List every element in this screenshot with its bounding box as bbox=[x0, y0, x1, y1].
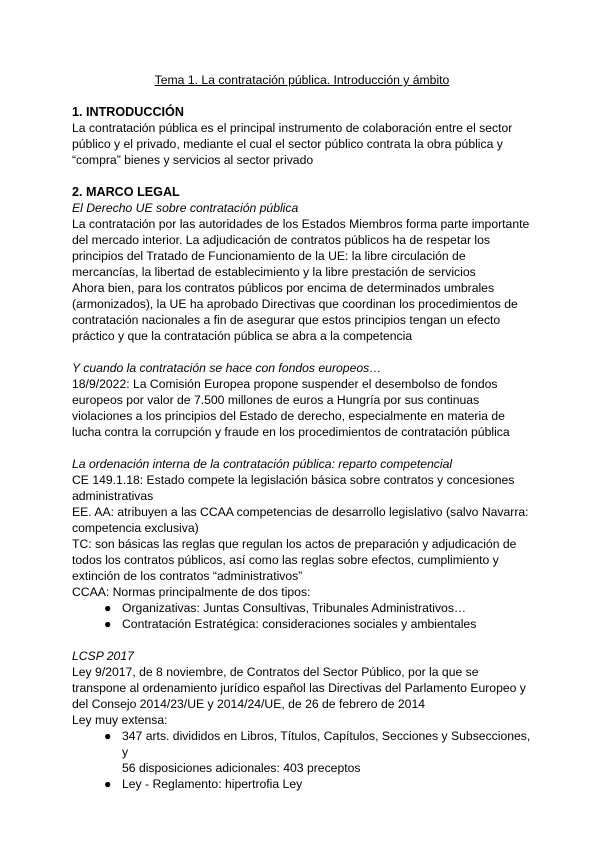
text-line: extinción de los contratos “administrativos” bbox=[72, 569, 303, 583]
bullet-icon: ● bbox=[104, 601, 112, 615]
section-heading-marco-legal: 2. MARCO LEGAL bbox=[72, 185, 180, 199]
text-line: mercancías, la libertad de establecimiento y la libre prestación de servicios bbox=[72, 265, 476, 279]
list-item: ● Contratación Estratégica: consideraciones sociales y ambientales bbox=[104, 617, 477, 631]
paragraph-introduccion bbox=[72, 120, 532, 168]
subheading-reparto-competencial: La ordenación interna de la contratación pública: reparto competencial bbox=[72, 457, 453, 471]
paragraph-fondos-europeos bbox=[72, 376, 532, 440]
bullet-icon: ● bbox=[104, 777, 112, 791]
text-line: CE 149.1.18: Estado compete la legislación básica sobre contratos y concesiones bbox=[72, 473, 515, 487]
bullet-icon: ● bbox=[104, 617, 112, 631]
bullet-list-ccaa bbox=[72, 600, 532, 632]
text-line: público y el privado, mediante el cual el sector público contrata la obra pública y bbox=[72, 137, 503, 151]
text-line: 18/9/2022: La Comisión Europea propone suspender el desembolso de fondos bbox=[72, 377, 498, 391]
text-line: del mercado interior. La adjudicación de contratos públicos ha de respetar los bbox=[72, 233, 491, 247]
text-line: La contratación por las autoridades de los Estados Miembros forma parte importante bbox=[72, 217, 530, 231]
text-line: administrativas bbox=[72, 489, 154, 503]
document-title: Tema 1. La contratación pública. Introducción y ámbito bbox=[154, 73, 450, 87]
text-line: “compra” bienes y servicios al sector privado bbox=[72, 153, 314, 167]
text-line: todos los contratos públicos, así como las reglas sobre efectos, cumplimiento y bbox=[72, 553, 499, 567]
text-line: violaciones a los principios del Estado de derecho, especialmente en materia de bbox=[72, 409, 505, 423]
text-line: del Consejo 2014/23/UE y 2014/24/UE, de 26 de febrero de 2014 bbox=[72, 697, 426, 711]
list-item: ● Ley - Reglamento: hipertrofia Ley bbox=[104, 777, 303, 791]
list-item: ● Organizativas: Juntas Consultivas, Tribunales Administrativos… bbox=[104, 601, 467, 615]
text-line: EE. AA: atribuyen a las CCAA competencias de desarrollo legislativo (salvo Navarra: bbox=[72, 505, 529, 519]
text-line: La contratación pública es el principal instrumento de colaboración entre el sector bbox=[72, 121, 513, 135]
list-item: ● 347 arts. divididos en Libros, Títulos, Capítulos, Secciones y Subsecciones, y 56 disposiciones adicionales: 403 preceptos bbox=[104, 729, 531, 775]
text-line: (armonizados), la UE ha aprobado Directivas que coordinan los procedimientos de bbox=[72, 297, 518, 311]
text-line: Ahora bien, para los contratos públicos por encima de determinados umbrales bbox=[72, 281, 495, 295]
text-line: práctico y que la contratación pública se abra a la competencia bbox=[72, 329, 413, 343]
subheading-lcsp-2017: LCSP 2017 bbox=[72, 649, 134, 663]
text-line: principios del Tratado de Funcionamiento de la UE: la libre circulación de bbox=[72, 249, 466, 263]
paragraph-derecho-ue bbox=[72, 216, 532, 344]
section-heading-introduccion: 1. INTRODUCCIÓN bbox=[72, 105, 184, 119]
subheading-derecho-ue: El Derecho UE sobre contratación pública bbox=[72, 201, 299, 215]
text-line: europeos por valor de 7.500 millones de euros a Hungría por sus continuas bbox=[72, 393, 480, 407]
text-line: Ley 9/2017, de 8 noviembre, de Contratos del Sector Público, por la que se bbox=[72, 665, 479, 679]
text-line: contratación nacionales a fin de asegurar que estos principios tengan un efecto bbox=[72, 313, 501, 327]
text-line: CCAA: Normas principalmente de dos tipos: bbox=[72, 585, 311, 599]
subheading-fondos-europeos: Y cuando la contratación se hace con fondos europeos… bbox=[72, 361, 382, 375]
text-line: lucha contra la corrupción y fraude en los procedimientos de contratación pública bbox=[72, 425, 510, 439]
paragraph-lcsp-2017 bbox=[72, 664, 532, 728]
text-line: transpone al ordenamiento jurídico español las Directivas del Parlamento Europeo y bbox=[72, 681, 526, 695]
bullet-list-ley bbox=[72, 728, 532, 792]
text-line: Ley muy extensa: bbox=[72, 713, 168, 727]
text-line: competencia exclusiva) bbox=[72, 521, 199, 535]
text-line: TC: son básicas las reglas que regulan los actos de preparación y adjudicación de bbox=[72, 537, 517, 551]
bullet-icon: ● bbox=[104, 729, 112, 743]
paragraph-reparto-competencial bbox=[72, 472, 532, 600]
document-page bbox=[72, 72, 532, 792]
